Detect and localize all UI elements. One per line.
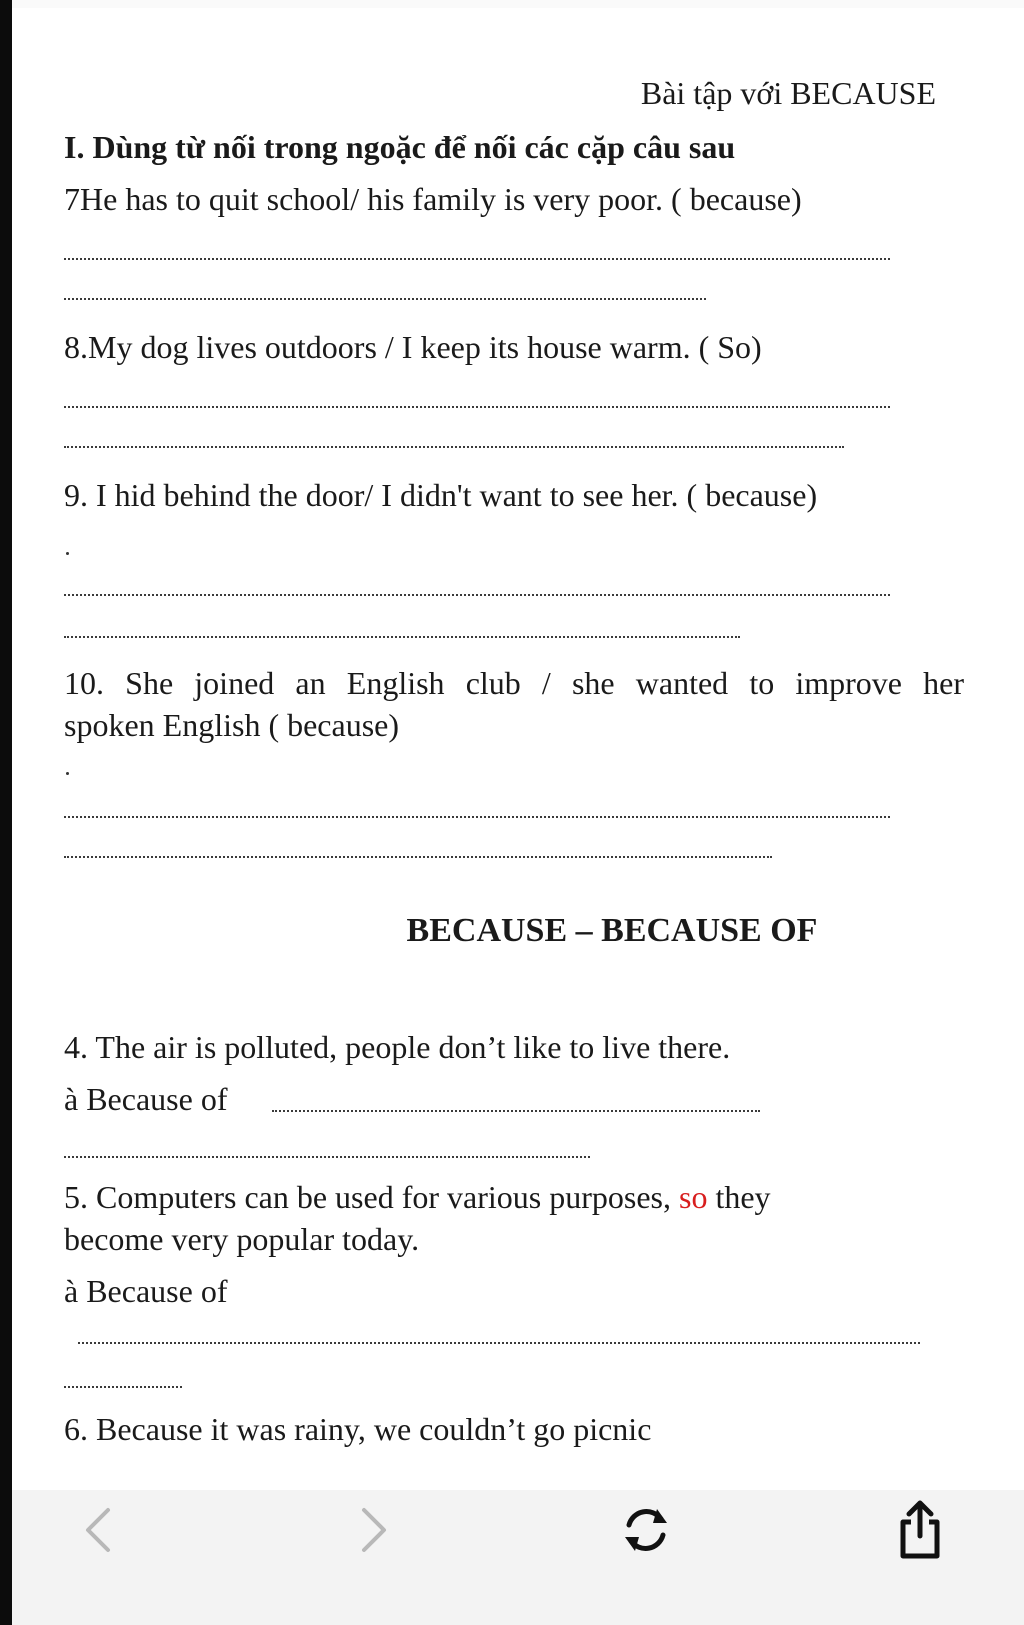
share-icon (895, 1498, 945, 1562)
question-5-text-b: they (707, 1179, 771, 1215)
share-button[interactable] (880, 1490, 960, 1570)
question-5-text-a: 5. Computers can be used for various purposes, (64, 1179, 679, 1215)
answer-line (64, 446, 844, 448)
question-5-line-2: become very popular today. (64, 1221, 420, 1257)
question-4: 4. The air is polluted, people don’t like to live there. (64, 1029, 731, 1065)
answer-line (64, 1386, 182, 1388)
question-5-line-1 (64, 1178, 771, 1216)
reload-icon (617, 1501, 675, 1559)
reload-button[interactable] (606, 1490, 686, 1570)
answer-line (64, 856, 772, 858)
answer-line (64, 816, 890, 818)
stray-dot (66, 772, 69, 775)
back-icon (78, 1500, 118, 1560)
question-7: 7He has to quit school/ his family is very poor. ( because) (64, 181, 802, 217)
document-title: Bài tập với BECAUSE (640, 75, 936, 111)
question-10-line-1: 10. She joined an English club / she wanted to improve her (64, 665, 964, 701)
answer-line (78, 1342, 920, 1344)
browser-toolbar (12, 1490, 1024, 1625)
question-8: 8.My dog lives outdoors / I keep its house warm. ( So) (64, 329, 762, 365)
answer-line (64, 258, 890, 260)
question-10-line-2: spoken English ( because) (64, 707, 400, 743)
forward-button[interactable] (334, 1490, 414, 1570)
back-button[interactable] (58, 1490, 138, 1570)
answer-line (64, 636, 740, 638)
question-5-highlight: so (678, 1179, 708, 1215)
question-9: 9. I hid behind the door/ I didn't want to see her. ( because) (64, 477, 818, 513)
answer-line (272, 1110, 760, 1112)
question-4-answer-prefix: à Because of (64, 1081, 228, 1117)
answer-line (64, 594, 890, 596)
question-6: 6. Because it was rainy, we couldn’t go picnic (64, 1411, 652, 1447)
answer-line (64, 406, 890, 408)
section-2-heading: BECAUSE – BECAUSE OF (406, 912, 818, 949)
question-5-answer-prefix: à Because of (64, 1273, 228, 1309)
section-heading: I. Dùng từ nối trong ngoặc để nối các cặp câu sau (64, 129, 736, 165)
stray-dot (66, 552, 69, 555)
answer-line (64, 1156, 590, 1158)
forward-icon (354, 1500, 394, 1560)
answer-line (64, 298, 706, 300)
